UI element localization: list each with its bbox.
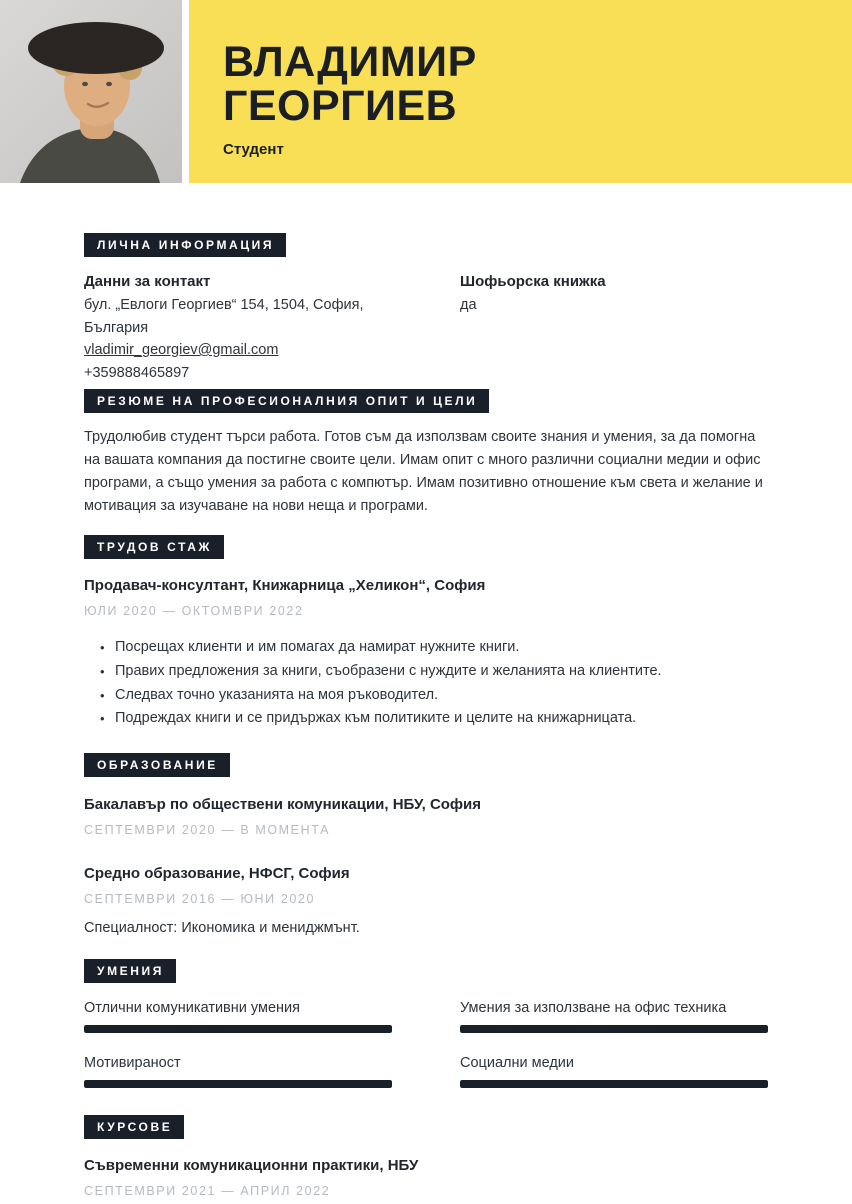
header-hero <box>189 0 852 183</box>
education-dates: СЕПТЕМВРИ 2020 — В МОМЕНТА <box>84 823 331 838</box>
skill-item <box>460 1053 768 1088</box>
section-skills <box>84 959 768 1088</box>
course-dates: СЕПТЕМВРИ 2021 — АПРИЛ 2022 <box>84 1184 331 1199</box>
skill-bar <box>460 1080 768 1088</box>
profile-photo <box>0 0 182 183</box>
skill-bar <box>84 1025 392 1033</box>
education-item <box>84 792 768 840</box>
section-summary <box>84 389 768 518</box>
course-title: Съвременни комуникационни практики, НБУ <box>84 1157 419 1175</box>
skill-label: Отлични комуникативни умения <box>84 1000 300 1017</box>
candidate-name <box>223 40 822 128</box>
education-note: Специалност: Икономика и мениджмънт. <box>84 920 360 937</box>
section-education <box>84 753 768 939</box>
section-badge-personal-info: ЛИЧНА ИНФОРМАЦИЯ <box>84 233 286 257</box>
job-dates: ЮЛИ 2020 — ОКТОМВРИ 2022 <box>84 604 304 618</box>
skill-label: Мотивираност <box>84 1055 181 1072</box>
education-title: Средно образование, НФСГ, София <box>84 865 350 883</box>
license-heading: Шофьорска книжка <box>460 273 606 290</box>
candidate-name-line1: ВЛАДИМИР <box>223 38 477 86</box>
section-courses <box>84 1115 768 1201</box>
skill-bar <box>84 1080 392 1088</box>
license-value: да <box>460 297 477 313</box>
section-badge-courses: КУРСОВЕ <box>84 1115 184 1139</box>
contact-heading: Данни за контакт <box>84 273 211 290</box>
section-badge-experience: ТРУДОВ СТАЖ <box>84 535 224 559</box>
profile-photo-image <box>0 0 182 183</box>
skill-label: Социални медии <box>460 1055 574 1072</box>
section-badge-education: ОБРАЗОВАНИЕ <box>84 753 230 777</box>
job-duty: • Следвах точно указанията на моя ръководител. <box>84 684 768 708</box>
job-duty: • Правих предложения за книги, съобразени с нуждите и желанията на клиентите. <box>84 660 768 684</box>
skill-bar <box>460 1025 768 1033</box>
education-title: Бакалавър по обществени комуникации, НБУ, София <box>84 796 482 814</box>
address-line1: бул. „Евлоги Георгиев“ 154, 1504, София, <box>84 297 364 313</box>
candidate-name-line2: ГЕОРГИЕВ <box>223 82 458 130</box>
contact-details-column <box>84 269 392 384</box>
summary-text: Трудолюбив студент търси работа. Готов съм да използвам своите знания и умения, за да помогна на вашата компания да постигне своите цели. Имам опит с много различни социални медии и офис програми, а също умения за работа с компютър. Имам позитивно отношение към света и желание и мотивация за изучаване на нови неща и програми. <box>84 429 763 514</box>
section-personal-info <box>84 233 768 384</box>
section-badge-skills: УМЕНИЯ <box>84 959 176 983</box>
job-duty: • Посрещах клиенти и им помагах да намират нужните книги. <box>84 636 768 660</box>
skill-item <box>84 1053 392 1088</box>
phone-number: +359888465897 <box>84 364 190 381</box>
email-link[interactable]: vladimir_georgiev@gmail.com <box>84 342 279 358</box>
skill-label: Умения за използване на офис техника <box>460 1000 727 1017</box>
header <box>0 0 852 183</box>
section-badge-summary: РЕЗЮМЕ НА ПРОФЕСИОНАЛНИЯ ОПИТ И ЦЕЛИ <box>84 389 489 413</box>
course-item <box>84 1153 768 1201</box>
skill-item <box>460 998 768 1033</box>
job-title: Продавач-консултант, Книжарница „Хеликон“, София <box>84 577 486 594</box>
skill-item <box>84 998 392 1033</box>
section-experience <box>84 535 768 731</box>
education-dates: СЕПТЕМВРИ 2016 — ЮНИ 2020 <box>84 892 316 907</box>
resume-body <box>0 183 852 1201</box>
education-item <box>84 861 768 939</box>
address-line2: България <box>84 319 149 336</box>
job-duty: • Подреждах книги и се придържах към политиките и целите на книжарницата. <box>84 707 768 731</box>
experience-item <box>84 573 768 731</box>
driving-license-column <box>460 269 768 384</box>
candidate-title: Студент <box>223 141 284 158</box>
job-duties-list <box>84 636 768 731</box>
